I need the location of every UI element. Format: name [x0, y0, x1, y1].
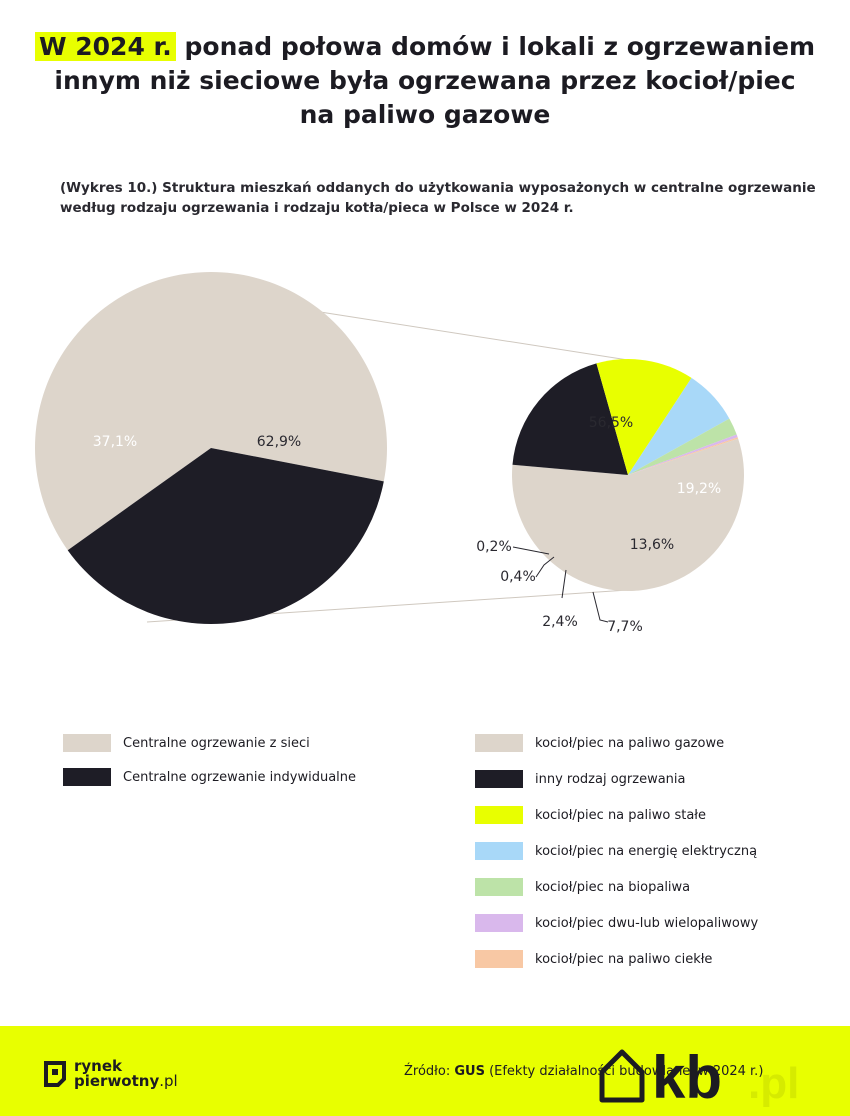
headline-highlight: W 2024 r. — [35, 32, 176, 61]
legend-breakdown-item-5-label: kocioł/piec dwu-lub wielopaliwowy — [535, 915, 759, 931]
kb-logo-text: kb — [652, 1044, 723, 1110]
brand-line-1: rynek — [74, 1057, 123, 1075]
legend-breakdown-item-2 — [475, 805, 706, 825]
legend-breakdown-item-1 — [475, 769, 686, 789]
breakdown-pie-label-5: 0,4% — [500, 569, 536, 585]
chart-subtitle-line-1: (Wykres 10.) Struktura mieszkań oddanych do użytkowania wyposażonych w centralne ogrzewanie — [60, 180, 816, 196]
legend-breakdown-item-3-label: kocioł/piec na energię elektryczną — [535, 843, 758, 859]
legend-breakdown-item-4-label: kocioł/piec na biopaliwa — [535, 879, 691, 895]
source-bold: GUS — [454, 1064, 485, 1079]
kb-logo[interactable] — [598, 1030, 828, 1110]
legend-breakdown-item-2-label: kocioł/piec na paliwo stałe — [535, 807, 706, 823]
headline-line-3: na paliwo gazowe — [299, 100, 551, 129]
legend-breakdown-item-1-swatch — [475, 770, 523, 788]
breakdown-pie-label-1: 19,2% — [676, 481, 722, 497]
legend-main-item-0-swatch — [63, 734, 111, 752]
legend-main-item-1-swatch — [63, 768, 111, 786]
legend-breakdown-item-6-label: kocioł/piec na paliwo ciekłe — [535, 951, 713, 967]
footer — [0, 1026, 850, 1116]
chart-subtitle-line-2: według rodzaju ogrzewania i rodzaju kotła/pieca w Polsce w 2024 r. — [60, 200, 574, 216]
legend-breakdown-item-4-swatch — [475, 878, 523, 896]
legend-breakdown-item-0-label: kocioł/piec na paliwo gazowe — [535, 735, 725, 751]
legend-main-item-1 — [63, 767, 356, 787]
brand-line-2b: .pl — [159, 1072, 178, 1090]
main-pie-label-0: 62,9% — [256, 434, 302, 450]
headline-line-1-rest: ponad połowa domów i lokali z ogrzewaniem — [175, 32, 815, 61]
breakdown-pie-slices — [512, 359, 744, 591]
legend-main-item-1-label: Centralne ogrzewanie indywidualne — [123, 769, 357, 785]
main-pie-slices — [35, 272, 387, 624]
legend-breakdown-item-3 — [475, 841, 757, 861]
headline-line-2: innym niż sieciowe była ogrzewana przez kocioł/piec — [54, 66, 796, 95]
breakdown-pie-label-3: 7,7% — [607, 619, 643, 635]
legend-breakdown-item-4 — [475, 877, 690, 897]
legend-breakdown-item-3-swatch — [475, 842, 523, 860]
breakdown-pie-label-6: 0,2% — [476, 539, 512, 555]
breakdown-pie-label-0: 56,5% — [588, 415, 634, 431]
kb-house-icon — [602, 1052, 642, 1100]
legend-breakdown-item-5 — [475, 913, 758, 933]
brand-line-2a: pierwotny — [74, 1072, 160, 1090]
legend-breakdown-item-1-label: inny rodzaj ogrzewania — [535, 771, 686, 787]
source-rest: (Efekty działalności budowlanej w 2024 r.) — [484, 1064, 764, 1079]
legend-main-item-0 — [63, 733, 310, 753]
legend-breakdown-item-0-swatch — [475, 734, 523, 752]
source-prefix: Źródło: — [404, 1064, 455, 1079]
main-pie-label-1: 37,1% — [92, 434, 138, 450]
rynek-pierwotny-logo[interactable] — [44, 1056, 178, 1092]
legend-breakdown-item-5-swatch — [475, 914, 523, 932]
legend-breakdown-item-6-swatch — [475, 950, 523, 968]
legend-breakdown-item-6 — [475, 949, 712, 969]
legend-breakdown-item-2-swatch — [475, 806, 523, 824]
legend-breakdown-item-0 — [475, 733, 724, 753]
chart-subtitle — [60, 178, 820, 218]
rynek-pierwotny-mark-icon — [44, 1061, 66, 1087]
headline-line-1 — [20, 30, 830, 64]
pie-charts — [0, 250, 850, 670]
kb-logo-suffix: .pl — [748, 1059, 800, 1108]
breakdown-pie-label-4: 2,4% — [542, 614, 578, 630]
breakdown-pie-label-2: 13,6% — [629, 537, 675, 553]
legend-main-item-0-label: Centralne ogrzewanie z sieci — [123, 735, 310, 751]
headline — [20, 30, 830, 132]
breakdown-pie-leader-3 — [593, 592, 608, 622]
